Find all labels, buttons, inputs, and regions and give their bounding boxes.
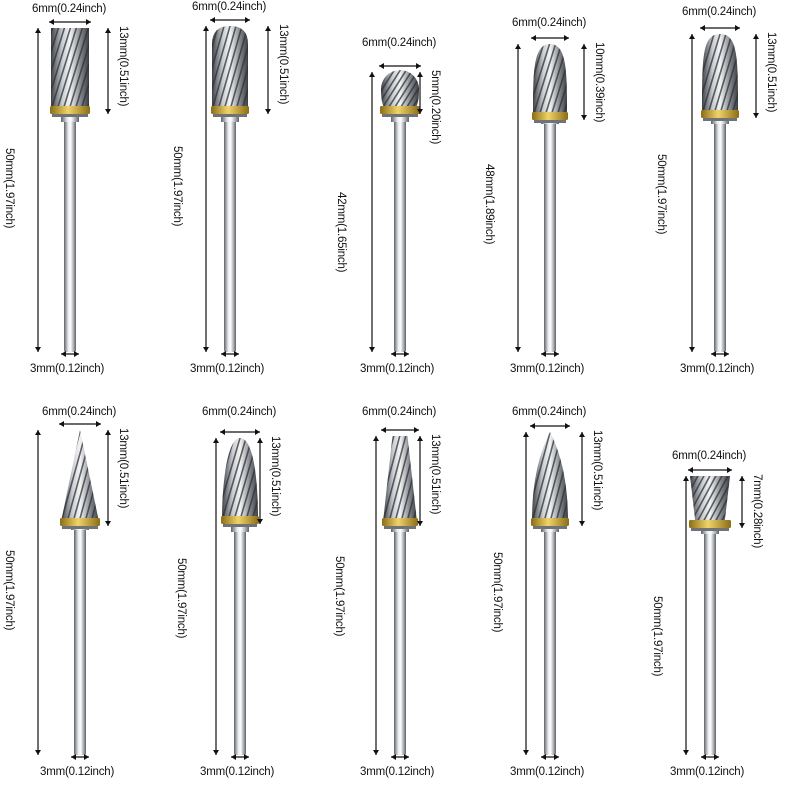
brass-collar [689,520,731,528]
collar-ring [384,526,416,529]
head-length-label: 13mm(0.51inch) [277,24,289,105]
head-length-label: 13mm(0.51inch) [117,428,129,509]
shank-diameter-label: 3mm(0.12inch) [510,363,585,375]
brass-collar [531,518,569,526]
total-length-arrow [35,430,41,755]
collar-ring [223,524,257,527]
head-width-arrow [210,17,250,23]
collar-ring [703,118,737,121]
collar-ring [533,526,567,529]
total-length-arrow [35,28,41,352]
total-length-arrow [369,72,375,352]
shank [544,528,556,755]
head-width-arrow [381,427,419,433]
collar-ring [213,114,247,117]
head-width-arrow [220,429,260,435]
spiral-flutes [25,426,154,522]
head-width-label: 6mm(0.24inch) [362,406,437,418]
shank-diameter-label: 3mm(0.12inch) [680,363,755,375]
burr-item [160,0,320,400]
shank [234,528,246,755]
head-width-label: 6mm(0.24inch) [32,3,107,15]
brass-collar [701,110,739,118]
shank [714,120,726,352]
brass-collar [221,516,259,524]
head-width-label: 6mm(0.24inch) [362,37,437,49]
head-length-label: 13mm(0.51inch) [269,436,281,517]
burr-item [0,0,160,400]
head-width-label: 6mm(0.24inch) [202,406,277,418]
head-width-label: 6mm(0.24inch) [682,6,757,18]
shank-diameter-label: 3mm(0.12inch) [30,363,105,375]
head-length-arrow [581,44,587,120]
head-width-arrow [59,421,101,427]
burr-drawing [480,400,640,800]
head-width-label: 6mm(0.24inch) [512,17,587,29]
head-length-label: 13mm(0.51inch) [591,430,603,511]
burr-item [160,400,320,800]
head-width-arrow [700,25,740,31]
shank [544,120,556,352]
brass-collar [60,518,100,526]
burr-item [320,0,480,400]
shank [64,118,76,352]
total-length-label: 48mm(1.89inch) [483,164,495,245]
shank-diameter-label: 3mm(0.12inch) [200,766,275,778]
shank-diameter-label: 3mm(0.12inch) [510,766,585,778]
head-length-arrow [739,476,745,528]
brass-collar [382,518,418,526]
shank [74,526,86,755]
shank-diameter-label: 3mm(0.12inch) [670,766,745,778]
brass-collar [50,106,90,114]
brass-collar [380,106,420,114]
total-length-label: 50mm(1.97inch) [3,550,15,631]
total-length-arrow [373,436,379,755]
burr-item [480,0,640,400]
head-length-arrow [105,28,111,114]
head-width-arrow [379,63,421,69]
shank [704,530,716,755]
total-length-arrow [515,44,521,352]
head-length-arrow [579,432,585,526]
burr-drawing [0,400,160,800]
total-length-arrow [213,438,219,755]
head-width-arrow [49,19,91,25]
head-width-arrow [688,467,732,473]
head-length-label: 10mm(0.39inch) [593,42,605,123]
collar-ring [62,526,98,529]
total-length-label: 50mm(1.97inch) [491,552,503,633]
head-length-arrow [265,26,271,114]
head-length-arrow [753,34,759,118]
head-width-label: 6mm(0.24inch) [512,406,587,418]
head-length-label: 5mm(0.20inch) [429,70,441,145]
burr-item [0,400,160,800]
shank [394,118,406,352]
total-length-arrow [203,26,209,352]
head-length-arrow [105,430,111,526]
total-length-arrow [523,432,529,755]
burr-item [640,0,800,400]
burr-item [480,400,640,800]
collar-ring [691,528,729,531]
total-length-label: 50mm(1.97inch) [3,148,15,229]
head-length-label: 13mm(0.51inch) [117,26,129,107]
shank-diameter-label: 3mm(0.12inch) [360,363,435,375]
head-width-arrow [531,35,569,41]
total-length-arrow [689,34,695,352]
shank-diameter-label: 3mm(0.12inch) [40,766,115,778]
head-width-label: 6mm(0.24inch) [672,450,747,462]
collar-ring [52,114,88,117]
total-length-label: 50mm(1.97inch) [175,558,187,639]
shank-diameter-label: 3mm(0.12inch) [190,363,265,375]
total-length-label: 50mm(1.97inch) [651,596,663,677]
collar-ring [534,120,566,123]
burr-drawing [0,0,160,400]
total-length-label: 50mm(1.97inch) [171,146,183,227]
collar-ring [382,114,418,117]
shank [224,118,236,352]
total-length-label: 50mm(1.97inch) [333,556,345,637]
total-length-arrow [683,476,689,755]
burr-drawing [160,0,320,400]
brass-collar [211,106,249,114]
head-width-arrow [530,423,570,429]
shank-diameter-label: 3mm(0.12inch) [360,766,435,778]
burr-item [320,400,480,800]
head-length-label: 13mm(0.51inch) [429,434,441,515]
head-length-label: 7mm(0.28inch) [751,474,763,549]
shank [394,528,406,755]
head-width-label: 6mm(0.24inch) [42,406,117,418]
burr-item [640,400,800,800]
brass-collar [532,112,568,120]
head-length-label: 13mm(0.51inch) [765,32,777,113]
head-width-label: 6mm(0.24inch) [192,1,267,13]
burr-drawing [480,0,640,400]
total-length-label: 42mm(1.65inch) [335,192,347,273]
total-length-label: 50mm(1.97inch) [655,154,667,235]
head-length-arrow [417,436,423,526]
